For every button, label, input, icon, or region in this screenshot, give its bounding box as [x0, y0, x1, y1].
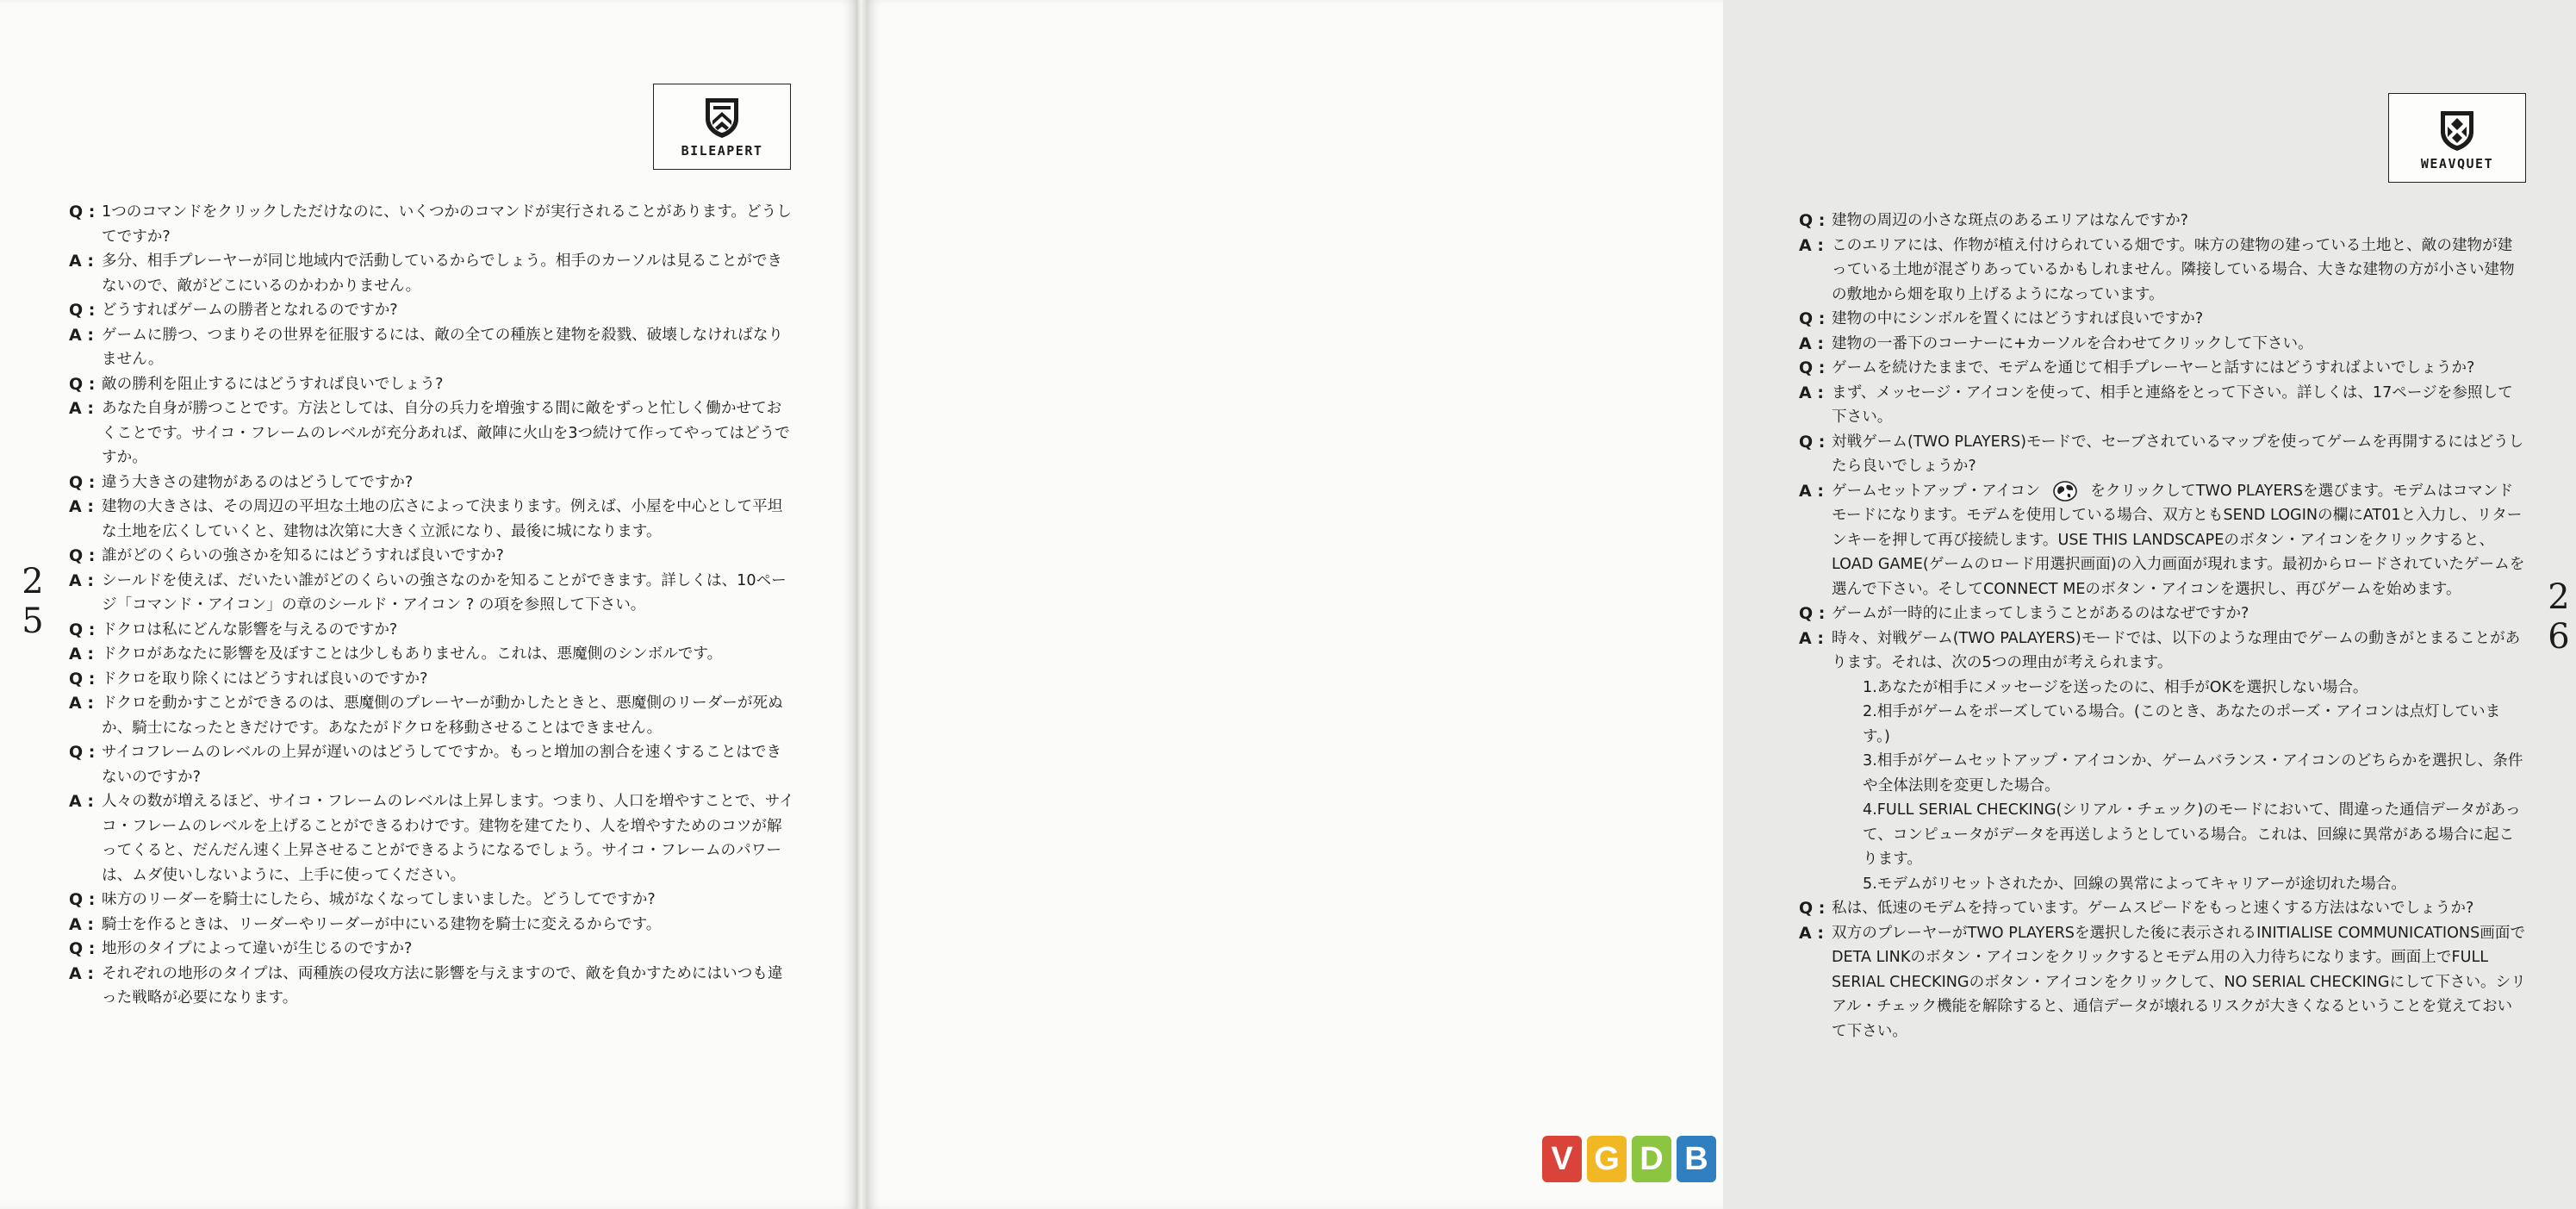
book-spine: [856, 0, 867, 1209]
qa-marker: A :: [69, 399, 94, 418]
question-item: [69, 888, 794, 913]
qa-marker: Q :: [1799, 604, 1826, 623]
qa-marker: A :: [1799, 383, 1824, 402]
qa-text: 1つのコマンドをクリックしただけなのに、いくつかのコマンドが実行されることがあります。どうしてですか?: [102, 203, 792, 246]
qa-text: 誰がどのくらいの強さかを知るにはどうすれば良いですか?: [102, 547, 504, 564]
answer-item: [1799, 921, 2526, 1044]
qa-text: ゲームに勝つ、つまりその世界を征服するには、敵の全ての種族と建物を殺戮、破壊しなければなりません。: [102, 326, 784, 368]
qa-marker: A :: [69, 914, 94, 934]
qa-marker: Q :: [69, 669, 96, 689]
question-item: [69, 740, 794, 789]
qa-text: 建物の大きさは、その周辺の平坦な土地の広さによって決まります。例えば、小屋を中心として平坦な土地を広くしていくと、建物は次第に大きく立派になり、最後に城になります。: [102, 498, 783, 540]
bileapert-shield-icon: [702, 95, 742, 140]
qa-marker: Q :: [69, 620, 96, 639]
qa-marker: A :: [1799, 628, 1824, 648]
qa-marker: [1799, 872, 1832, 897]
right-qa-list: [1799, 209, 2526, 1044]
vgdb-letter-tile: D: [1632, 1136, 1671, 1182]
page-number-digit: 5: [22, 601, 44, 641]
qa-text-before-icon: ゲームセットアップ・アイコン: [1832, 482, 2041, 500]
question-item: [69, 471, 794, 495]
qa-text: 味方のリーダーを騎士にしたら、城がなくなってしまいました。どうしてですか?: [102, 891, 656, 908]
qa-marker: A :: [1799, 923, 1824, 943]
qa-text: ドクロを動かすことができるのは、悪魔側のプレーヤーが動かしたときと、悪魔側のリーダーが死ぬか、騎士になったときだけです。あなたがドクロを移動させることはできません。: [102, 695, 783, 737]
question-item: [69, 372, 794, 397]
qa-text: あなた自身が勝つことです。方法としては、自分の兵力を増強する間に敵をずっと忙しく働かせておくことです。サイコ・フレームのレベルが充分あれば、敵陣に火山を3つ続けて作ってやってはどうですか。: [102, 400, 790, 466]
numbered-reason-item: [1799, 872, 2526, 897]
qa-marker: A :: [1799, 333, 1824, 353]
page-number-left: [16, 562, 50, 641]
qa-marker: [1799, 798, 1832, 872]
qa-marker: Q :: [69, 890, 96, 909]
bileapert-logo-box: [653, 84, 791, 170]
qa-text: 私は、低速のモデムを持っています。ゲームスピードをもっと速くする方法はないでしょうか?: [1832, 900, 2474, 917]
qa-marker: A :: [69, 252, 94, 271]
question-item: [69, 544, 794, 569]
answer-item: [69, 642, 794, 667]
weavquet-label: WEAVQUET: [2420, 156, 2494, 171]
qa-marker: Q :: [1799, 309, 1826, 328]
bileapert-label: BILEAPERT: [681, 143, 763, 159]
qa-marker: Q :: [69, 546, 96, 565]
qa-text: 多分、相手プレーヤーが同じ地域内で活動しているからでしょう。相手のカーソルは見ることができないので、敵がどこにいるのかわかりません。: [102, 252, 783, 295]
numbered-reason-item: [1799, 700, 2526, 749]
qa-marker: [1799, 676, 1832, 701]
answer-item: [1799, 479, 2526, 602]
answer-item: [69, 789, 794, 888]
question-item: [69, 618, 794, 643]
answer-item: [69, 569, 794, 618]
qa-marker: A :: [1799, 481, 1824, 501]
qa-text: まず、メッセージ・アイコンを使って、相手と連絡をとって下さい。詳しくは、17ページを参照して下さい。: [1832, 383, 2513, 426]
qa-marker: Q :: [69, 472, 96, 492]
qa-marker: A :: [69, 963, 94, 983]
qa-marker: Q :: [1799, 211, 1826, 230]
answer-item: [1799, 332, 2526, 357]
qa-text: ゲームが一時的に止まってしまうことがあるのはなぜですか?: [1832, 605, 2249, 622]
right-page: [867, 0, 2570, 1209]
qa-text: 4.FULL SERIAL CHECKING(シリアル・チェック)のモードにおいて、間違った通信データがあって、コンピュータがデータを再送しようとしている場合。これは、回線に異常がある場合に起こります。: [1863, 801, 2521, 868]
qa-text: 3.相手がゲームセットアップ・アイコンか、ゲームバランス・アイコンのどちらかを選択し、条件や全体法則を変更した場合。: [1863, 752, 2523, 795]
qa-text: 騎士を作るときは、リーダーやリーダーが中にいる建物を騎士に変えるからです。: [102, 915, 662, 933]
qa-marker: Q :: [69, 939, 96, 958]
question-item: [69, 298, 794, 323]
qa-text: サイコフレームのレベルの上昇が遅いのはどうしてですか。もっと増加の割合を速くすることはできないのですか?: [102, 744, 782, 786]
qa-text: ドクロを取り除くにはどうすれば良いのですか?: [102, 670, 428, 688]
qa-text: 時々、対戦ゲーム(TWO PALAYERS)モードでは、以下のような理由でゲームの動きがとまることがあります。それは、次の5つの理由が考えられます。: [1832, 629, 2521, 671]
question-item: [1799, 307, 2526, 332]
weavquet-shield-icon: [2437, 108, 2477, 153]
numbered-reason-item: [1799, 749, 2526, 798]
qa-text: 建物の中にシンボルを置くにはどうすれば良いですか?: [1832, 310, 2204, 327]
left-page: [0, 0, 856, 1209]
vgdb-watermark: [1542, 1136, 1716, 1182]
answer-item: [69, 495, 794, 544]
qa-text: 建物の一番下のコーナーに+カーソルを合わせてクリックして下さい。: [1832, 334, 2313, 352]
qa-marker: Q :: [1799, 899, 1826, 918]
page-number-digit: 6: [2548, 617, 2570, 657]
qa-text: 地形のタイプによって違いが生じるのですか?: [102, 940, 413, 957]
vgdb-letter-tile: G: [1587, 1136, 1627, 1182]
answer-item: [69, 691, 794, 740]
page-number-right: [2542, 577, 2576, 657]
numbered-reason-item: [1799, 798, 2526, 872]
qa-text: どうすればゲームの勝者となれるのですか?: [102, 302, 398, 319]
qa-text: 5.モデムがリセットされたか、回線の異常によってキャリアーが途切れた場合。: [1863, 875, 2406, 893]
qa-marker: [1799, 700, 1832, 749]
qa-marker: Q :: [69, 301, 96, 320]
page-number-digit: 2: [2548, 577, 2570, 617]
question-item: [1799, 430, 2526, 479]
qa-text: 人々の数が増えるほど、サイコ・フレームのレベルは上昇します。つまり、人口を増やすことで、サイコ・フレームのレベルを上げることができるわけです。建物を建てたり、人を増やすためのコツが解ってくると、だんだん速く上昇させることができるようになるでしょう。サイコ・フレームのパワーは、ムダ使いしないように、上手に使ってください。: [102, 793, 794, 884]
answer-item: [1799, 626, 2526, 676]
qa-marker: Q :: [69, 374, 96, 394]
question-item: [1799, 896, 2526, 921]
qa-marker: Q :: [1799, 358, 1826, 377]
qa-text: 対戦ゲーム(TWO PLAYERS)モードで、セーブされているマップを使ってゲームを再開するにはどうしたら良いでしょうか?: [1832, 433, 2524, 475]
qa-marker: A :: [69, 570, 94, 590]
qa-marker: A :: [1799, 235, 1824, 255]
qa-text: 違う大きさの建物があるのはどうしてですか?: [102, 473, 414, 491]
qa-text: 2.相手がゲームをポーズしている場合。(このとき、あなたのポーズ・アイコンは点灯しています。): [1863, 703, 2501, 745]
answer-item: [69, 962, 794, 1011]
qa-marker: A :: [69, 645, 94, 664]
qa-marker: A :: [69, 497, 94, 516]
answer-item: [1799, 381, 2526, 430]
question-item: [1799, 209, 2526, 234]
answer-item: [69, 323, 794, 372]
answer-item: [69, 913, 794, 938]
qa-text-with-icon: [1832, 479, 2526, 602]
qa-marker: Q :: [69, 743, 96, 762]
qa-text: ドクロがあなたに影響を及ぼすことは少しもありません。これは、悪魔側のシンボルです。: [102, 645, 723, 663]
vgdb-letter-tile: B: [1677, 1136, 1716, 1182]
numbered-reason-item: [1799, 676, 2526, 701]
answer-item: [69, 249, 794, 298]
answer-item: [69, 396, 794, 471]
qa-marker: A :: [69, 792, 94, 811]
question-item: [69, 667, 794, 692]
qa-text: 敵の勝利を阻止するにはどうすれば良いでしょう?: [102, 375, 444, 393]
game-setup-globe-icon: [2052, 481, 2078, 502]
qa-marker: Q :: [69, 203, 96, 221]
answer-item: [1799, 234, 2526, 308]
qa-marker: Q :: [1799, 432, 1826, 452]
qa-text: シールドを使えば、だいたい誰がどのくらいの強さなのかを知ることができます。詳しくは、10ページ「コマンド・アイコン」の章のシールド・アイコン ? の項を参照して下さい。: [102, 571, 787, 614]
page-number-digit: 2: [22, 562, 44, 601]
qa-text: このエリアには、作物が植え付けられている畑です。味方の建物の建っている土地と、敵の建物が建っている土地が混ざりあっているかもしれません。隣接している場合、大きな建物の方が小さい建物の敷地から畑を取り上げるようになっています。: [1832, 236, 2515, 303]
qa-text: ゲームを続けたままで、モデムを通じて相手プレーヤーと話すにはどうすればよいでしょうか?: [1832, 359, 2475, 377]
question-item: [1799, 601, 2526, 626]
question-item: [69, 200, 794, 249]
qa-text-after-icon: をクリックしてTWO PLAYERSを選びます。モデムはコマンドモードになります。モデムを使用している場合、双方ともSEND LOGINの欄にAT01と入力し、リターンキーを押して再び接続します。USE THIS LANDSCAPEのボタン・アイコンをクリックすると、LOAD GAME(ゲームのロード用選択画面)の入力画面が現れます。最初からロードされていたゲームを選んで下さい。そしてCONNECT MEのボタン・アイコンを選択し、再びゲームを始めます。: [1832, 482, 2525, 598]
vgdb-letter-tile: V: [1542, 1136, 1582, 1182]
question-item: [69, 937, 794, 962]
weavquet-logo-box: [2388, 93, 2526, 183]
left-qa-list: [69, 200, 794, 1011]
qa-text: 双方のプレーヤーがTWO PLAYERSを選択した後に表示されるINITIALISE COMMUNICATIONS画面でDETA LINKのボタン・アイコンをクリックするとモデム用の入力待ちになります。画面上でFULL SERIAL CHECKINGのボタン・アイコンをクリックして、NO SERIAL CHECKINGにして下さい。シリアル・チェック機能を解除すると、通信データが壊れるリスクが大きくなるということを覚えておいて下さい。: [1832, 924, 2526, 1040]
qa-marker: A :: [69, 325, 94, 345]
qa-text: 1.あなたが相手にメッセージを送ったのに、相手がOKを選択しない場合。: [1863, 678, 2368, 696]
qa-text: 建物の周辺の小さな斑点のあるエリアはなんですか?: [1832, 212, 2188, 229]
qa-marker: A :: [69, 694, 94, 713]
qa-text: ドクロは私にどんな影響を与えるのですか?: [102, 620, 398, 639]
question-item: [1799, 356, 2526, 381]
qa-text: それぞれの地形のタイプは、両種族の侵攻方法に影響を与えますので、敵を負かすためにはいつも違った戦略が必要になります。: [102, 964, 783, 1006]
qa-marker: [1799, 749, 1832, 798]
